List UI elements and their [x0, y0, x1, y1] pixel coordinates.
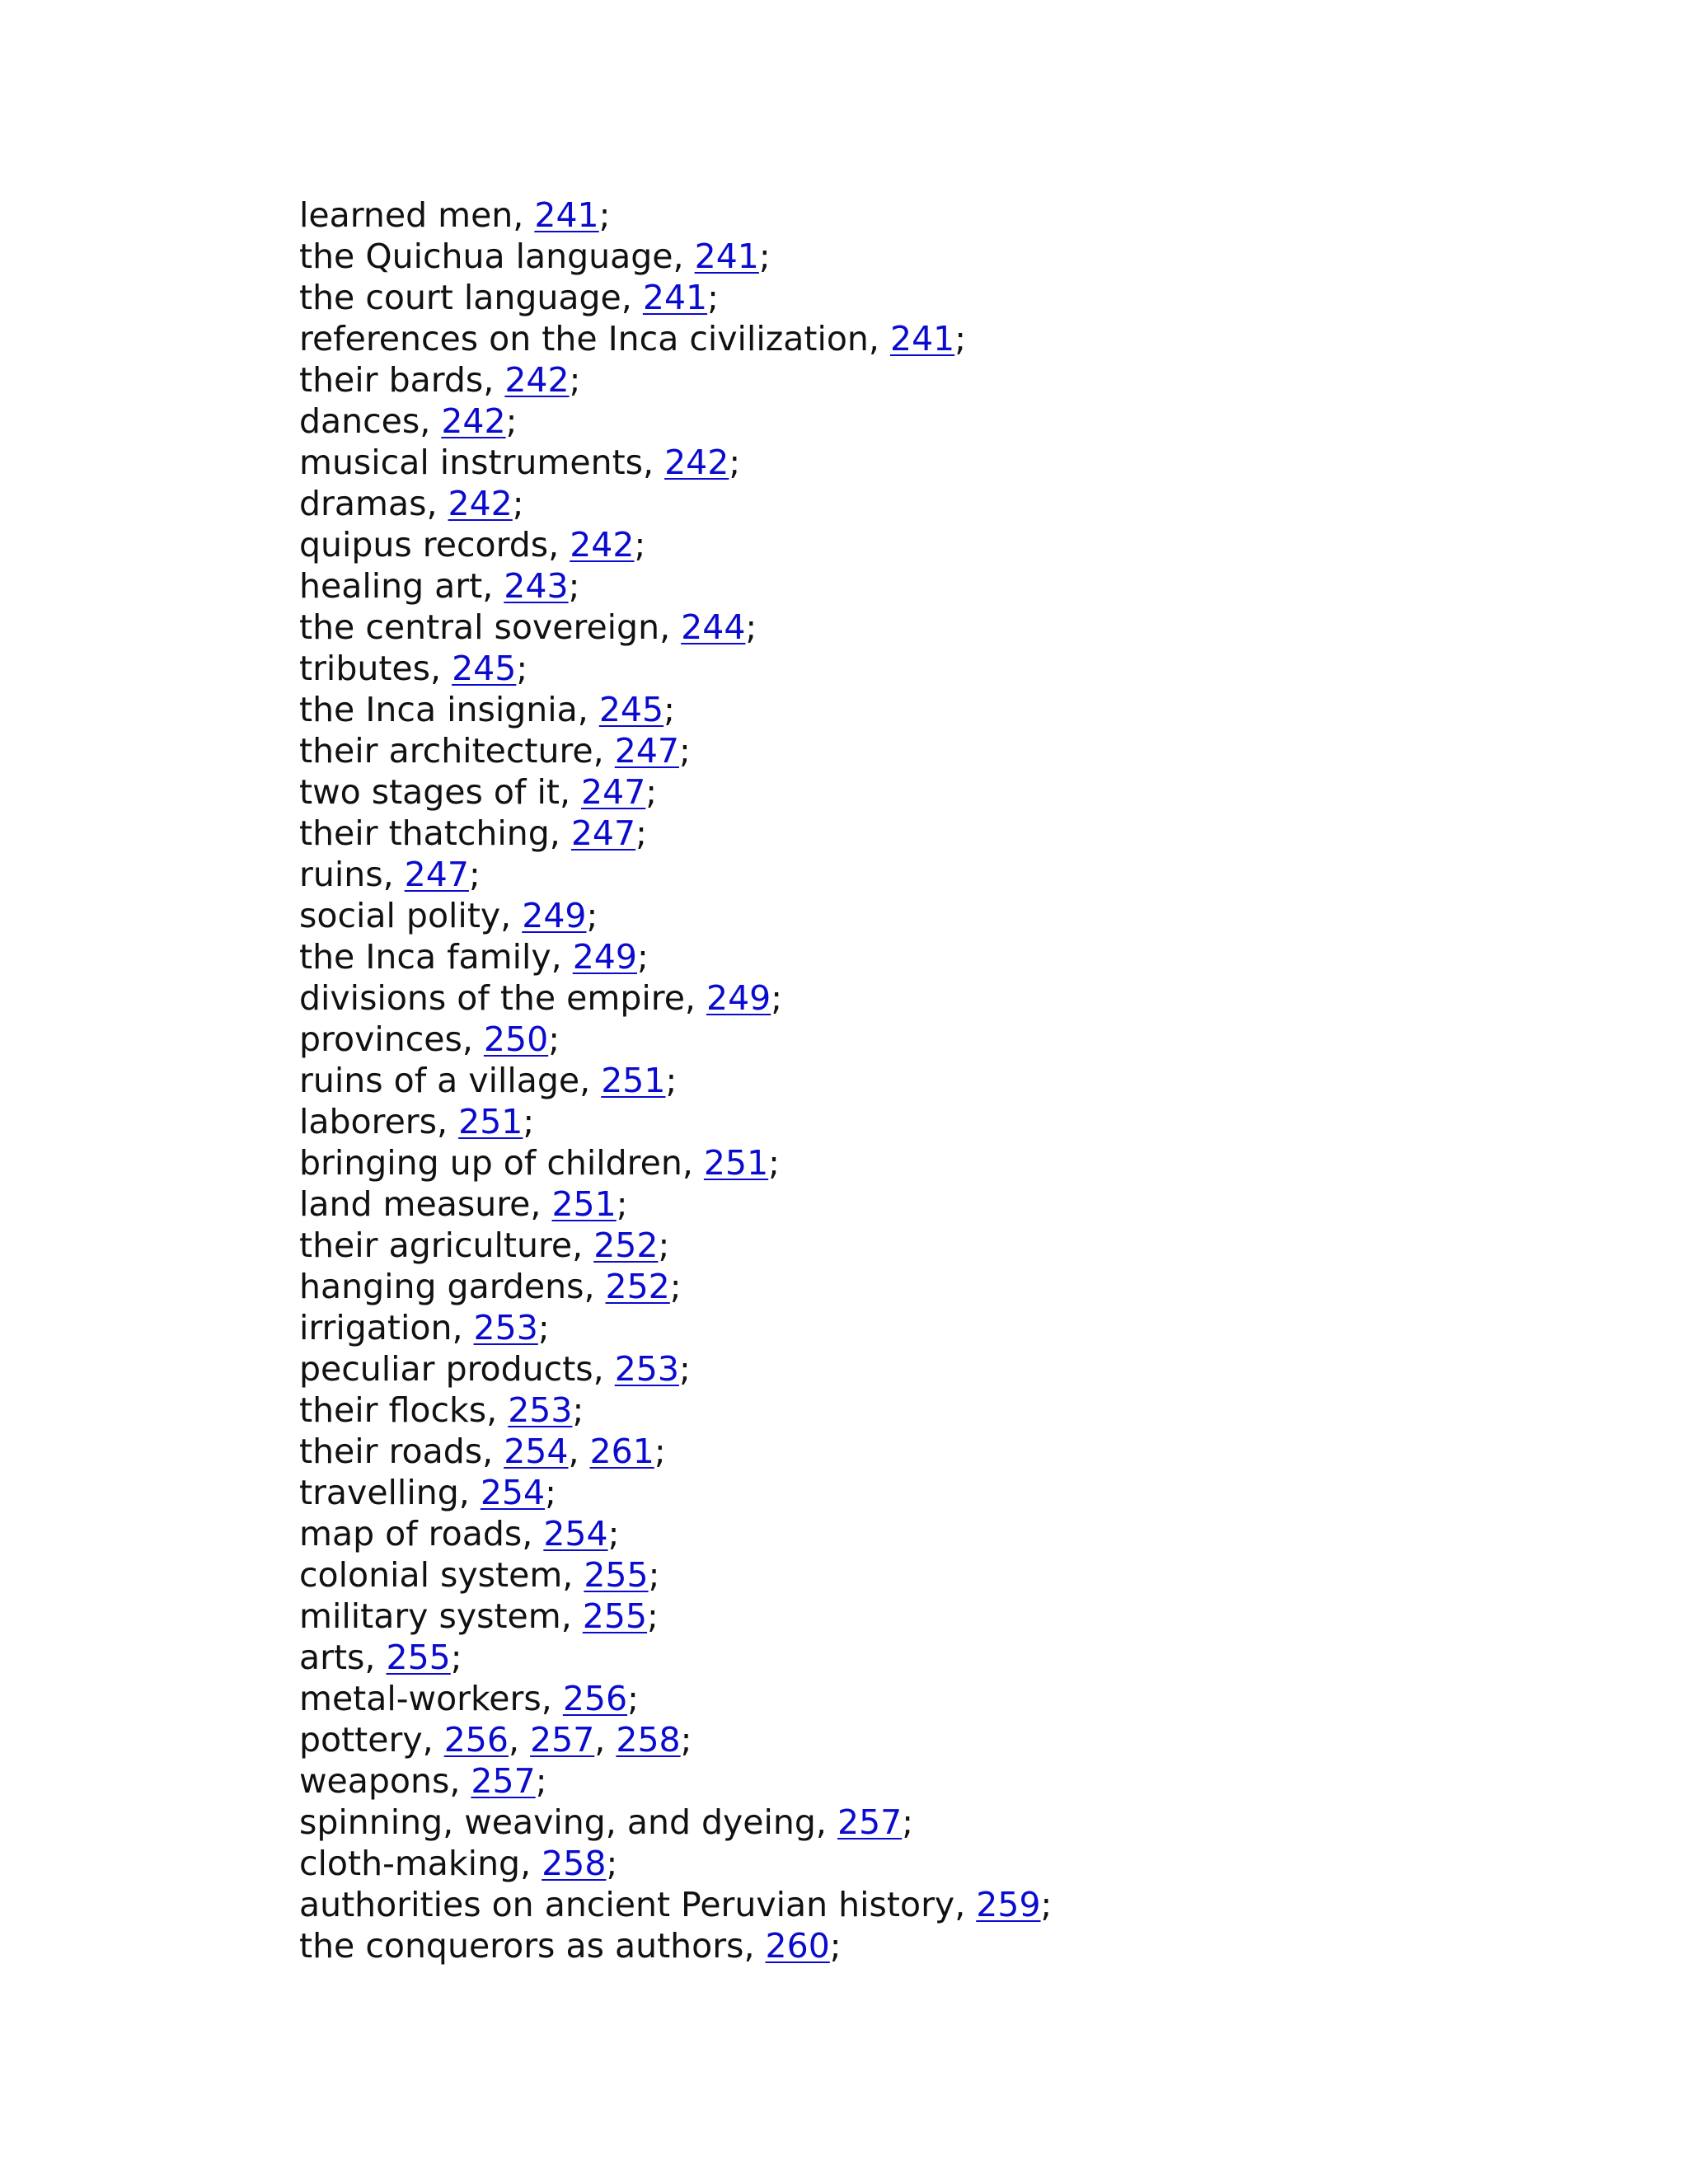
entry-terminator: ; — [606, 1844, 618, 1883]
index-entry-label: pottery — [299, 1720, 423, 1760]
page-link[interactable]: 251 — [458, 1102, 523, 1141]
page-link[interactable]: 260 — [765, 1926, 830, 1966]
index-entry — [299, 1760, 1052, 1802]
index-entry — [299, 1266, 1052, 1307]
page-separator: , — [682, 1143, 704, 1183]
page-separator: , — [684, 978, 706, 1018]
page-link[interactable]: 249 — [572, 937, 637, 977]
entry-terminator: ; — [548, 1019, 560, 1059]
page-link[interactable]: 252 — [605, 1267, 670, 1306]
index-entry — [299, 771, 1052, 813]
index-entry-label: dances — [299, 401, 420, 441]
entry-terminator: ; — [598, 195, 611, 235]
index-entry — [299, 1431, 1052, 1472]
entry-terminator: ; — [616, 1184, 628, 1224]
page-link[interactable]: 255 — [582, 1596, 648, 1636]
page-link[interactable]: 241 — [534, 195, 599, 235]
page-link[interactable]: 257 — [471, 1761, 536, 1801]
index-entry-label: learned men — [299, 195, 513, 235]
entry-terminator: ; — [572, 1390, 584, 1430]
page-separator: , — [482, 566, 504, 606]
entry-terminator: ; — [648, 1555, 660, 1595]
entry-terminator: ; — [523, 1102, 535, 1141]
index-entry-label: laborers — [299, 1102, 438, 1141]
entry-terminator: ; — [954, 319, 967, 359]
page-separator: , — [500, 896, 523, 935]
page-link[interactable]: 252 — [593, 1226, 659, 1265]
page-link[interactable]: 244 — [681, 607, 746, 647]
index-entry — [299, 565, 1052, 607]
page-separator: , — [530, 1184, 552, 1224]
entry-terminator: ; — [902, 1802, 914, 1842]
entry-terminator: ; — [468, 855, 481, 894]
index-entry-label: healing art — [299, 566, 483, 606]
index-entry — [299, 524, 1052, 565]
index-entry — [299, 1925, 1052, 1966]
page-link[interactable]: 254 — [543, 1514, 608, 1554]
index-entry — [299, 1554, 1052, 1596]
page-link[interactable]: 249 — [522, 896, 587, 935]
page-separator: , — [452, 1308, 474, 1347]
index-entry — [299, 1348, 1052, 1390]
page-separator: , — [458, 1473, 481, 1512]
page-separator: , — [522, 1514, 544, 1554]
entry-terminator: ; — [607, 1514, 620, 1554]
page-link[interactable]: 250 — [483, 1019, 549, 1059]
index-entry — [299, 1596, 1052, 1637]
entry-terminator: ; — [678, 1349, 691, 1389]
index-entry-label: their roads — [299, 1432, 483, 1471]
page-link[interactable]: 255 — [584, 1555, 649, 1595]
page-separator: , — [462, 1019, 484, 1059]
page-link[interactable]: 242 — [570, 525, 635, 565]
index-entry — [299, 1060, 1052, 1101]
page-separator: , — [568, 1432, 590, 1471]
entry-terminator: ; — [729, 443, 741, 482]
page-separator: , — [541, 1679, 563, 1718]
index-entry-label: cloth-making — [299, 1844, 521, 1883]
index-entry-label: divisions of the empire — [299, 978, 685, 1018]
page-link[interactable]: 253 — [614, 1349, 679, 1389]
page-separator: , — [364, 1638, 387, 1677]
index-entry — [299, 936, 1052, 977]
page-link[interactable]: 245 — [452, 649, 517, 688]
entry-terminator: ; — [654, 1432, 666, 1471]
page-separator: , — [549, 813, 571, 853]
index-entry — [299, 1513, 1052, 1554]
index-entry-label: hanging gardens — [299, 1267, 584, 1306]
index-entry-label: weapons — [299, 1761, 450, 1801]
page-link[interactable]: 243 — [504, 566, 569, 606]
index-entry — [299, 442, 1052, 483]
index-entry — [299, 1472, 1052, 1513]
index-entry — [299, 277, 1052, 318]
index-entry-label: their thatching — [299, 813, 550, 853]
index-entry — [299, 1719, 1052, 1760]
page-link[interactable]: 245 — [598, 690, 664, 729]
index-entry — [299, 895, 1052, 936]
index-entry — [299, 401, 1052, 442]
page-separator: , — [593, 731, 615, 771]
entry-terminator: ; — [707, 278, 719, 317]
index-entry — [299, 1884, 1052, 1925]
entry-terminator: ; — [669, 1267, 682, 1306]
index-entry — [299, 1390, 1052, 1431]
page-link[interactable]: 247 — [404, 855, 469, 894]
entry-terminator: ; — [545, 1473, 556, 1512]
entry-terminator: ; — [569, 360, 581, 400]
entry-terminator: ; — [658, 1226, 670, 1265]
index-entry — [299, 1307, 1052, 1348]
index-entry-label: their bards — [299, 360, 484, 400]
page-link[interactable]: 251 — [551, 1184, 617, 1224]
entry-terminator: ; — [1040, 1885, 1053, 1924]
page-separator: , — [577, 690, 599, 729]
page-separator: , — [593, 1349, 615, 1389]
entry-terminator: ; — [745, 607, 757, 647]
page-link[interactable]: 241 — [694, 237, 759, 276]
index-entry — [299, 1183, 1052, 1225]
page-separator: , — [422, 1720, 444, 1760]
page-separator: , — [572, 1226, 594, 1265]
entry-terminator: ; — [768, 1143, 780, 1183]
page-separator: , — [562, 1555, 584, 1595]
index-entry-label: the Inca family — [299, 937, 551, 977]
index-entry-label: the central sovereign — [299, 607, 660, 647]
page-link[interactable]: 254 — [504, 1432, 569, 1471]
page-link[interactable]: 258 — [616, 1720, 681, 1760]
entry-terminator: ; — [636, 937, 649, 977]
entry-terminator: ; — [635, 813, 647, 853]
page-link[interactable]: 242 — [504, 360, 570, 400]
page-link[interactable]: 257 — [530, 1720, 595, 1760]
entry-terminator: ; — [758, 237, 771, 276]
index-entry-label: map of roads — [299, 1514, 523, 1554]
page-separator: , — [508, 1720, 531, 1760]
index-entry-label: peculiar products — [299, 1349, 593, 1389]
index-entry-list — [299, 194, 1052, 1966]
index-entry — [299, 854, 1052, 895]
index-entry-label: the court language — [299, 278, 621, 317]
page-separator: , — [513, 195, 535, 235]
page-separator: , — [815, 1802, 837, 1842]
index-entry — [299, 607, 1052, 648]
entry-terminator: ; — [829, 1926, 842, 1966]
entry-terminator: ; — [627, 1679, 639, 1718]
page-separator: , — [482, 1432, 504, 1471]
index-entry — [299, 483, 1052, 524]
page-separator: , — [420, 401, 442, 441]
entry-terminator: ; — [647, 1596, 659, 1636]
entry-terminator: ; — [568, 566, 580, 606]
entry-terminator: ; — [512, 484, 524, 523]
index-entry-label: travelling — [299, 1473, 459, 1512]
index-entry — [299, 977, 1052, 1019]
page-separator: , — [483, 360, 505, 400]
index-entry — [299, 318, 1052, 359]
page-link[interactable]: 257 — [837, 1802, 903, 1842]
entry-terminator: ; — [535, 1761, 547, 1801]
page-link[interactable]: 254 — [480, 1473, 546, 1512]
index-entry-label: their flocks — [299, 1390, 487, 1430]
index-entry-label: military system — [299, 1596, 561, 1636]
page-link[interactable]: 247 — [570, 813, 636, 853]
page-link[interactable]: 241 — [642, 278, 708, 317]
index-entry-label: musical instruments — [299, 443, 644, 482]
page-separator: , — [437, 1102, 459, 1141]
index-entry-label: arts — [299, 1638, 365, 1677]
index-entry-label: their agriculture — [299, 1226, 573, 1265]
index-entry-label: their architecture — [299, 731, 593, 771]
index-entry-label: two stages of it — [299, 772, 560, 812]
page-separator: , — [551, 937, 573, 977]
page-link[interactable]: 259 — [976, 1885, 1041, 1924]
entry-terminator: ; — [505, 401, 518, 441]
page-separator: , — [594, 1720, 617, 1760]
page-link[interactable]: 241 — [890, 319, 955, 359]
page-separator: , — [584, 1267, 606, 1306]
index-entry — [299, 1678, 1052, 1719]
index-entry — [299, 1843, 1052, 1884]
entry-terminator: ; — [516, 649, 528, 688]
page-separator: , — [621, 278, 643, 317]
page-separator: , — [579, 1061, 602, 1100]
index-entry-label: land measure — [299, 1184, 531, 1224]
page-separator: , — [486, 1390, 509, 1430]
index-entry — [299, 1142, 1052, 1183]
page-link[interactable]: 253 — [508, 1390, 573, 1430]
index-entry-label: irrigation — [299, 1308, 452, 1347]
index-entry — [299, 1019, 1052, 1060]
page-link[interactable]: 256 — [443, 1720, 509, 1760]
entry-terminator: ; — [680, 1720, 692, 1760]
index-entry-label: provinces — [299, 1019, 462, 1059]
index-entry-label: ruins — [299, 855, 383, 894]
entry-terminator: ; — [645, 772, 658, 812]
index-entry-label: the conquerors as authors — [299, 1926, 744, 1966]
entry-terminator: ; — [537, 1308, 550, 1347]
index-entry — [299, 689, 1052, 730]
page-separator: , — [560, 1596, 583, 1636]
index-entry-label: colonial system — [299, 1555, 563, 1595]
index-entry — [299, 1802, 1052, 1843]
index-entry — [299, 730, 1052, 771]
page-separator: , — [954, 1885, 977, 1924]
index-entry — [299, 1637, 1052, 1678]
page-separator: , — [426, 484, 448, 523]
index-entry — [299, 648, 1052, 689]
page-link[interactable]: 256 — [562, 1679, 628, 1718]
index-entry-label: dramas — [299, 484, 427, 523]
index-entry — [299, 359, 1052, 401]
page-link[interactable]: 249 — [706, 978, 771, 1018]
index-entry — [299, 1101, 1052, 1142]
entry-terminator: ; — [771, 978, 783, 1018]
page-link[interactable]: 255 — [386, 1638, 451, 1677]
index-entry — [299, 1225, 1052, 1266]
index-entry-label: the Inca insignia — [299, 690, 578, 729]
page-link[interactable]: 247 — [581, 772, 646, 812]
index-entry-label: social polity — [299, 896, 501, 935]
page-separator: , — [548, 525, 570, 565]
index-entry-label: spinning, weaving, and dyeing — [299, 1802, 816, 1842]
entry-terminator: ; — [665, 1061, 678, 1100]
entry-terminator: ; — [450, 1638, 462, 1677]
page-link[interactable]: 251 — [601, 1061, 666, 1100]
page-link[interactable]: 258 — [542, 1844, 607, 1883]
entry-terminator: ; — [663, 690, 675, 729]
index-entry-label: the Quichua language — [299, 237, 673, 276]
index-entry-label: authorities on ancient Peruvian history — [299, 1885, 955, 1924]
index-entry-label: bringing up of children — [299, 1143, 682, 1183]
index-entry — [299, 194, 1052, 236]
index-entry-label: ruins of a village — [299, 1061, 580, 1100]
page-separator: , — [430, 649, 452, 688]
index-entry — [299, 813, 1052, 854]
entry-terminator: ; — [586, 896, 598, 935]
page-link[interactable]: 253 — [473, 1308, 538, 1347]
index-entry-label: metal-workers — [299, 1679, 542, 1718]
page-link[interactable]: 242 — [448, 484, 513, 523]
index-entry-label: references on the Inca civilization — [299, 319, 869, 359]
page-separator: , — [382, 855, 405, 894]
page-link[interactable]: 261 — [589, 1432, 654, 1471]
page-link[interactable]: 242 — [441, 401, 506, 441]
page-link[interactable]: 242 — [664, 443, 729, 482]
page-separator: , — [520, 1844, 542, 1883]
entry-terminator: ; — [679, 731, 691, 771]
page-link[interactable]: 251 — [703, 1143, 769, 1183]
page-separator: , — [868, 319, 890, 359]
page-separator: , — [673, 237, 695, 276]
page-separator: , — [743, 1926, 766, 1966]
page-link[interactable]: 247 — [614, 731, 679, 771]
page-separator: , — [643, 443, 665, 482]
entry-terminator: ; — [634, 525, 646, 565]
index-entry — [299, 236, 1052, 277]
page-separator: , — [449, 1761, 471, 1801]
page-separator: , — [659, 607, 682, 647]
index-entry-label: tributes — [299, 649, 430, 688]
index-entry-label: quipus records — [299, 525, 549, 565]
page-separator: , — [559, 772, 582, 812]
